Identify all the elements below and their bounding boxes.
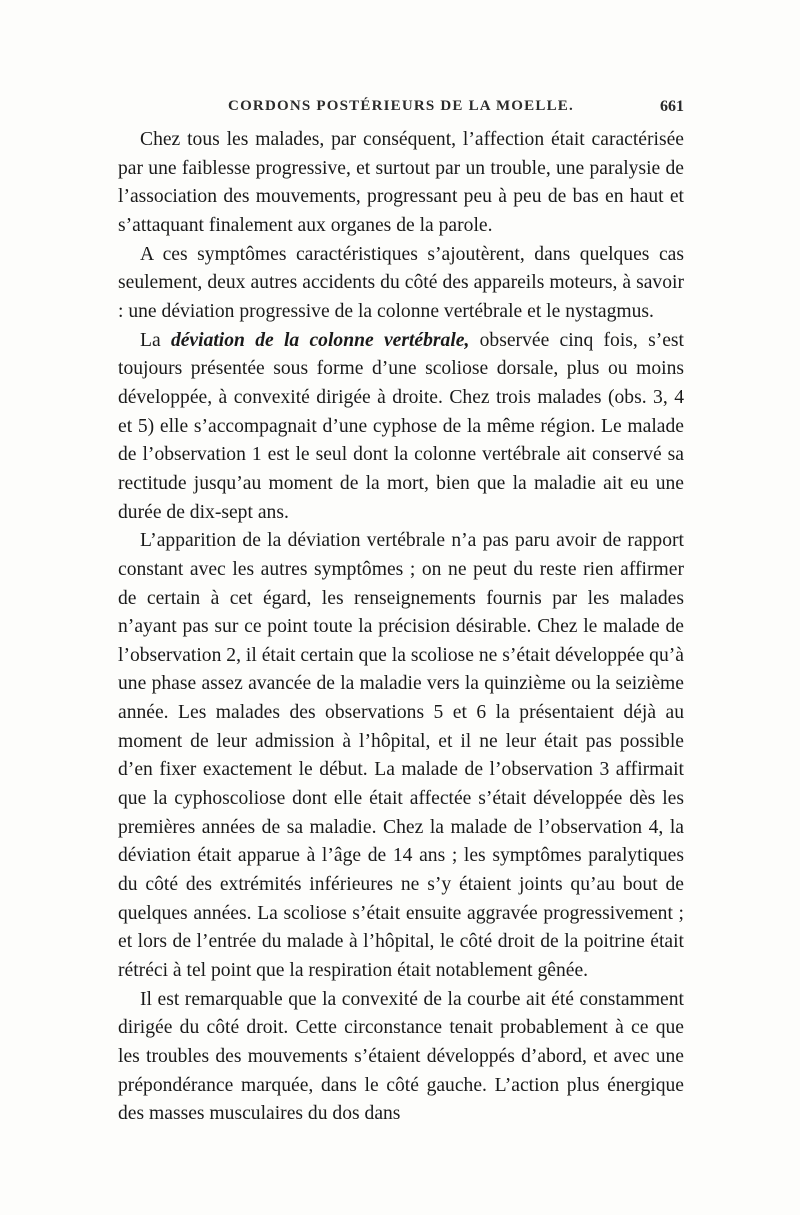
running-title: CORDONS POSTÉRIEURS DE LA MOELLE. [228, 98, 574, 114]
paragraph-5 [118, 986, 684, 1129]
page-number: 661 [660, 98, 684, 115]
paragraph-4 [118, 527, 684, 986]
paragraph-text: L’apparition de la déviation vertébrale n’a pas paru avoir de rapport constant avec les autres symptômes ; on ne peut du reste rien affirmer de certain à cet égard, les renseignements fournis par les malades n’ayant pas sur ce point toute la précision désirable. Chez le malade de l’observation 2, il était certain que la scoliose ne s’était développée qu’à une phase assez avancée de la maladie vers la quinzième ou la seizième année. Les malades des observations 5 et 6 la présentaient déjà au moment de leur admission à l’hôpital, et il ne leur était pas possible d’en fixer exactement le début. La malade de l’observation 3 affirmait que la cyphoscoliose dont elle était affectée s’était développée dès les premières années de sa maladie. Chez la malade de l’observation 4, la déviation était apparue à l’âge de 14 ans ; les symptômes paralytiques du côté des extrémités inférieures ne s’y étaient joints qu’au bout de quelques années. La scoliose s’était ensuite aggravée progressivement ; et lors de l’entrée du malade à l’hôpital, le côté droit de la poitrine était rétréci à tel point que la respiration était notablement gênée. [118, 530, 684, 982]
paragraph-text: Il est remarquable que la convexité de la courbe ait été constamment dirigée du côté droit. Cette circonstance tenait probablement à ce que les troubles des mouvements s’étaient développés d’abord, et avec une prépondérance marquée, dans le côté gauche. L’action plus énergique des masses musculaires du dos dans [118, 988, 684, 1125]
paragraph-2 [118, 241, 684, 327]
paragraph-text: observée cinq fois, s’est toujours présentée sous forme d’une scoliose dorsale, plus ou moins développée, à convexité dirigée à droite. Chez trois malades (obs. 3, 4 et 5) elle s’accompagnait d’une cyphose de la même région. Le malade de l’observation 1 est le seul dont la colonne vertébrale ait conservé sa rectitude jusqu’au moment de la mort, bien que la maladie ait eu une durée de dix-sept ans. [118, 329, 684, 523]
paragraph-1 [118, 126, 684, 241]
paragraph-3 [118, 327, 684, 528]
emphasized-term: déviation de la colonne vertébrale, [170, 329, 470, 351]
paragraph-text: A ces symptômes caractéristiques s’ajoutèrent, dans quelques cas seulement, deux autres accidents du côté des appareils moteurs, à savoir : une déviation progressive de la colonne vertébrale et le nystagmus. [118, 243, 684, 322]
body-text [118, 126, 684, 1129]
paragraph-prefix: La [140, 329, 171, 351]
paragraph-text: Chez tous les malades, par conséquent, l’affection était caractérisée par une faiblesse progressive, et surtout par un trouble, une paralysie de l’association des mouvements, progressant peu à peu de bas en haut et s’attaquant finalement aux organes de la parole. [118, 129, 684, 236]
page-header [118, 98, 684, 122]
